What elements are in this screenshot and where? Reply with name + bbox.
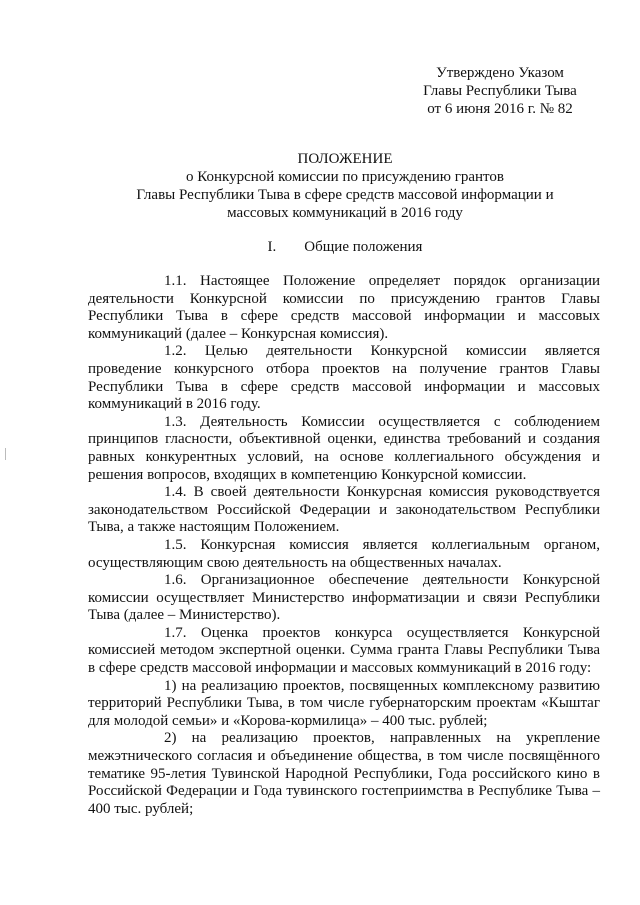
paragraph-number: 1.6. — [164, 572, 187, 589]
paragraph-1-5 — [88, 537, 600, 572]
paragraph-number: 1.1. — [164, 273, 187, 289]
paragraph-text: Конкурсная комиссия является коллегиальным органом, осуществляющим свою деятельность на общественных началах. — [88, 536, 600, 571]
paragraph-1-7 — [88, 625, 600, 678]
title-heading: ПОЛОЖЕНИЕ — [297, 151, 393, 167]
paragraph-text: Настоящее Положение определяет порядок организации деятельности Конкурсной комиссии по присуждению грантов Главы Республики Тыва в сфере средств массовой информации и массовых коммуникаций (далее – Конкурсная комиссия). — [88, 273, 600, 342]
paragraph-1-4 — [88, 484, 600, 537]
list-item-text: на реализацию проектов, посвященных комплексному развитию территорий Республики Тыва, в том числе губернаторским проектам «Кыштаг для молодой семьи» и «Корова-кормилица» – 400 тыс. рублей; — [88, 677, 601, 729]
list-item-1 — [88, 678, 600, 731]
paragraph-1-3 — [88, 414, 600, 484]
paragraph-number: 1.7. — [164, 624, 187, 641]
paragraph-1-2 — [88, 343, 600, 413]
list-item-text: на реализацию проектов, направленных на укрепление межэтнического согласия и объединение общества, в том числе посвящённого тематике 95-летия Тувинской Народной Республики, Года российского кино в Российской Федерации и Года тувинского гостеприимства в Республике Тыва – 400 тыс. рублей; — [88, 730, 600, 817]
title-line-1: о Конкурсной комиссии по присуждению грантов — [186, 169, 504, 185]
title-line-3: массовых коммуникаций в 2016 году — [227, 205, 463, 221]
paragraph-number: 1.3. — [164, 413, 187, 430]
approval-line-1: Утверждено Указом — [436, 65, 564, 81]
section-name: Общие положения — [304, 239, 423, 255]
document-title — [90, 150, 600, 222]
paragraph-number: 1.2. — [164, 343, 187, 360]
list-item-number: 1) — [164, 677, 177, 694]
paragraph-1-1 — [88, 273, 600, 343]
approval-stamp — [400, 64, 600, 118]
paragraph-number: 1.5. — [164, 536, 187, 553]
list-item-number: 2) — [164, 730, 177, 747]
section-heading — [90, 238, 600, 256]
paragraph-text: Организационное обеспечение деятельности Конкурсной комиссии осуществляет Министерство информатизации и связи Республики Тыва (далее – Министерство). — [88, 572, 600, 624]
scan-margin-mark — [5, 448, 6, 460]
paragraph-number: 1.4. — [164, 484, 187, 501]
list-item-2 — [88, 730, 600, 818]
section-number: I. — [267, 239, 277, 255]
approval-line-3: от 6 июня 2016 г. № 82 — [427, 101, 573, 117]
approval-line-2: Главы Республики Тыва — [423, 83, 577, 99]
paragraph-1-6 — [88, 572, 600, 625]
paragraph-text: Целью деятельности Конкурсной комиссии является проведение конкурсного отбора проектов на получение грантов Главы Республики Тыва в сфере средств массовой информации и массовых коммуникаций в 2016 году. — [88, 343, 601, 413]
document-body — [88, 273, 600, 818]
paragraph-text: Оценка проектов конкурса осуществляется Конкурсной комиссией методом экспертной оценки. Сумма гранта Главы Республики Тыва в сфере средств массовой информации и массовых коммуникаций в 2016 году: — [88, 624, 600, 677]
title-line-2: Главы Республики Тыва в сфере средств массовой информации и — [136, 187, 554, 203]
paragraph-text: Деятельность Комиссии осуществляется с соблюдением принципов гласности, объективной оценки, единства требований и создания равных конкурентных условий, на основе коллегиального обсуждения и решения вопросов, входящих в компетенцию Конкурсной комиссии. — [88, 413, 600, 483]
paragraph-text: В своей деятельности Конкурсная комиссия руководствуется законодательством Российской Федерации и законодательством Республики Тыва, а также настоящим Положением. — [88, 484, 600, 536]
